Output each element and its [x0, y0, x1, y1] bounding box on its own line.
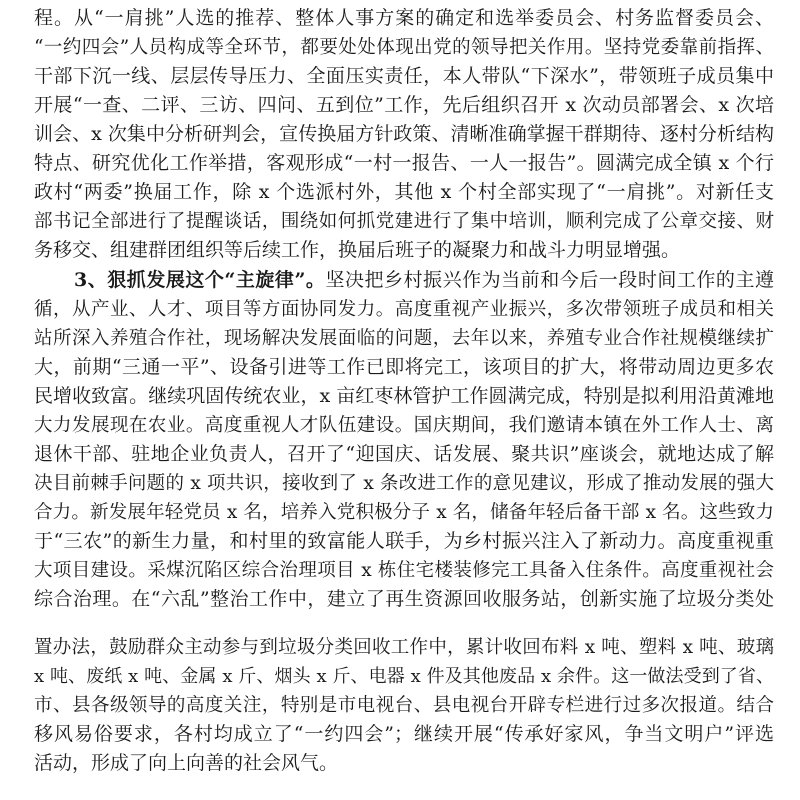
text-line: x 吨、废纸 x 吨、金属 x 斤、烟头 x 斤、电器 x 件及其他废品 x 余件。这一做法受到了省、 [34, 666, 774, 687]
text-line: 训会、x 次集中分析研判会，宣传换届方针政策、清晰准确掌握干群期待、逐村分析结构 [34, 123, 774, 145]
text-line: 循，从产业、人才、项目等方面协同发力。高度重视产业振兴，多次带领班子成员和相关 [34, 299, 774, 320]
text-line: 决目前棘手问题的 x 项共识，接收到了 x 条改进工作的意见建议，形成了推动发展的强大 [34, 473, 774, 494]
text-line: 于“三农”的新生力量，和村里的致富能人联手，为乡村振兴注入了新动力。高度重视重 [34, 530, 774, 552]
text-line: 退休干部、驻地企业负责人，召开了“迎国庆、话发展、聚共识”座谈会，就地达成了解 [34, 443, 774, 465]
text-line: 务移交、组建群团组织等后续工作，换届后班子的凝聚力和战斗力明显增强。 [34, 239, 681, 261]
text-line: 部书记全部进行了提醒谈话，围绕如何抓党建进行了集中培训，顺利完成了公章交接、财 [34, 211, 774, 232]
paragraph-party-leadership [34, 4, 774, 265]
text-line: 政村“两委”换届工作，除 x 个选派村外，其他 x 个村全部实现了“一肩挑”。对新任支 [34, 181, 774, 203]
text-line: 置办法，鼓励群众主动参与到垃圾分类回收工作中，累计收回布料 x 吨、塑料 x 吨、玻璃 [34, 637, 774, 658]
text-line: 市、县各级领导的高度关注，特别是市电视台、县电视台开辟专栏进行过多次报道。结合 [34, 695, 774, 716]
text-line: 开展“一查、二评、三访、四问、五到位”工作，先后组织召开 x 次动员部署会、x 次培 [34, 94, 774, 116]
text-line: 大力发展现在农业。高度重视人才队伍建设。国庆期间，我们邀请本镇在外工作人士、离 [34, 415, 774, 436]
text-line: 综合治理。在“六乱”整治工作中，建立了再生资源回收服务站，创新实施了垃圾分类处 [34, 588, 774, 610]
text-line [34, 266, 774, 295]
section-heading: 3、狠抓发展这个“主旋律”。 [74, 269, 326, 291]
text-line: 移风易俗要求，各村均成立了“一约四会”；继续开展“传承好家风，争当文明户”评选 [34, 723, 774, 745]
text-line: 大项目建设。采煤沉陷区综合治理项目 x 栋住宅楼装修完工具备入住条件。高度重视社会 [34, 560, 774, 581]
text-line: 合力。新发展年轻党员 x 名，培养入党积极分子 x 名，储备年轻后备干部 x 名。这些致力 [34, 502, 774, 523]
text-line: 活动，形成了向上向善的社会风气。 [34, 752, 339, 774]
paragraph-waste-sorting [34, 633, 774, 778]
text-line: 程。从“一肩挑”人选的推荐、整体人事方案的确定和选举委员会、村务监督委员会、 [34, 7, 774, 29]
text-line: 特点、研究优化工作举措，客观形成“一村一报告、一人一报告”。圆满完成全镇 x 个行 [34, 152, 774, 174]
text-line: 大，前期“三通一平”、设备引进等工作已即将完工，该项目的扩大，将带动周边更多农 [34, 356, 774, 378]
text-line: 站所深入养殖合作社，现场解决发展面临的问题，去年以来，养殖专业合作社规模继续扩 [34, 328, 774, 349]
text-line: 民增收致富。继续巩固传统农业，x 亩红枣林管护工作圆满完成，特别是拟利用沿黄滩地 [34, 385, 774, 407]
text-line: 干部下沉一线、层层传导压力、全面压实责任，本人带队“下深水”，带领班子成员集中 [34, 65, 774, 87]
heading-continuation: 坚决把乡村振兴作为当前和今后一段时间工作的主遵 [325, 269, 774, 291]
text-line: “一约四会”人员构成等全环节，都要处处体现出党的领导把关作用。坚持党委靠前指挥、 [34, 37, 774, 58]
paragraph-development [34, 266, 774, 614]
